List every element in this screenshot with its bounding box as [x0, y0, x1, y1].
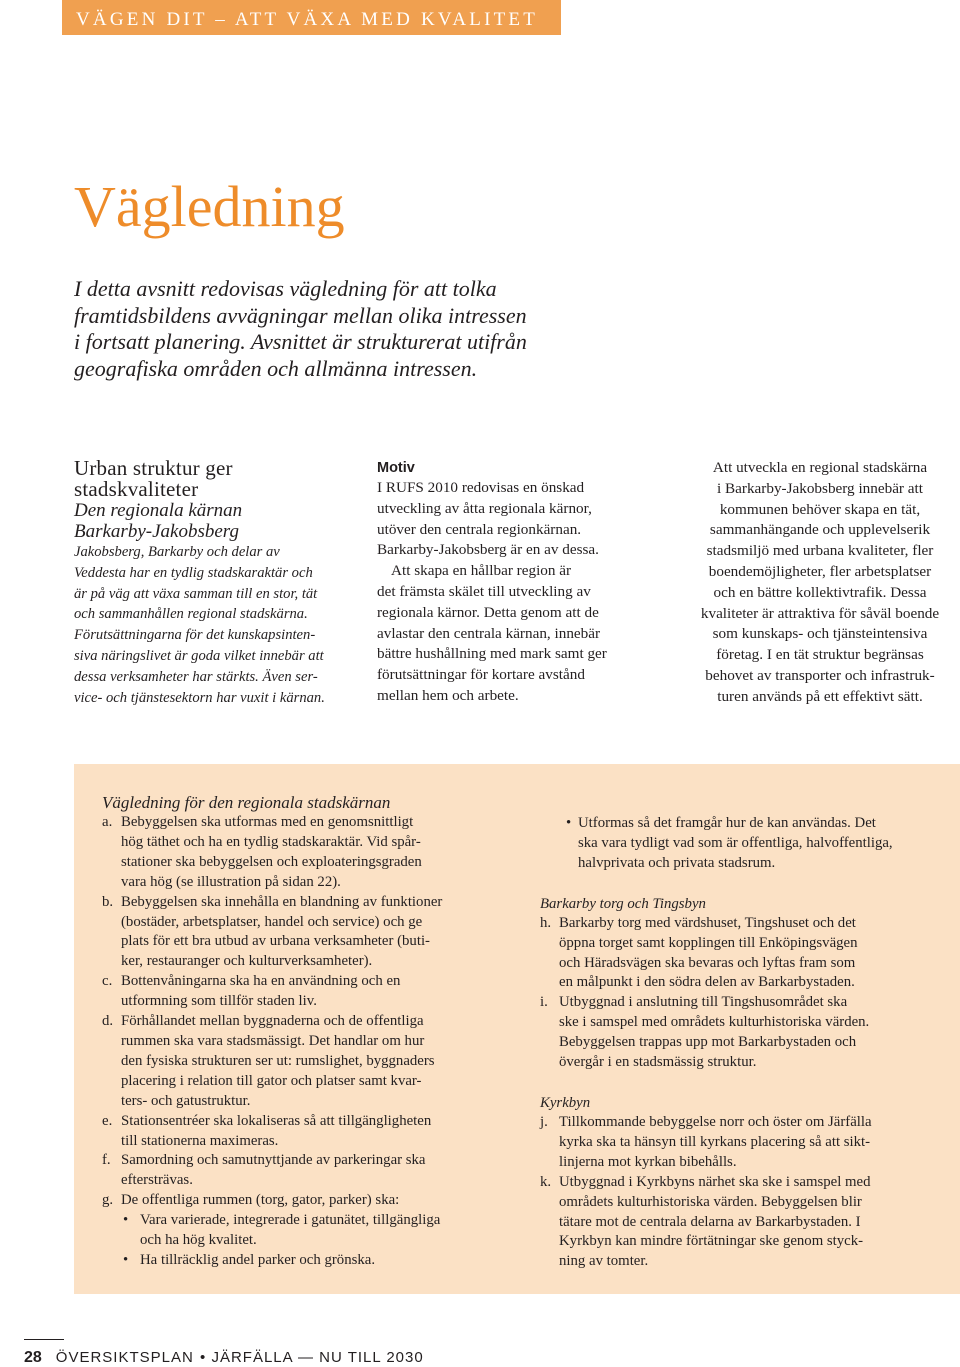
item-line: vara hög (se illustration på sidan 22).: [121, 873, 341, 890]
item-line: ning av tomter.: [559, 1253, 649, 1270]
item-label: h.: [540, 914, 552, 931]
bullet-line: och ha hög kvalitet.: [140, 1232, 257, 1249]
intro-line: framtidsbildens avvägningar mellan olika intressen: [74, 302, 527, 328]
item-line: Samordning och samutnyttjande av parkeringar ska: [121, 1152, 426, 1169]
item-line: Kyrkbyn kan mindre förtätningar ske genom styck-: [559, 1233, 864, 1250]
body-line: turen används på ett effektivt sätt.: [717, 687, 923, 705]
body-line: utveckling av åtta regionala kärnor,: [377, 499, 592, 517]
item-line: Bottenvåningarna ska ha en användning och en: [121, 973, 401, 990]
body-line: Veddesta har en tydlig stadskaraktär och: [74, 564, 313, 581]
section-banner-text: VÄGEN DIT – ATT VÄXA MED KVALITET: [76, 9, 539, 30]
body-line: som kunskaps- och tjänsteintensiva: [712, 625, 928, 643]
body-line: siva näringslivet är goda vilket innebär att: [74, 647, 324, 664]
item-line: Bebyggelsen trappas upp mot Barkarbystaden och: [559, 1034, 857, 1051]
item-line: den fysiska strukturen ser ut: rumslighet, byggnaders: [121, 1052, 435, 1069]
column-motiv: [377, 458, 657, 707]
body-line: utöver den centrala regionkärnan.: [377, 520, 582, 538]
body-line: dessa verksamheter har stärkts. Även ser-: [74, 668, 318, 685]
body-line: Förutsättningarna för det kunskapsinten-: [74, 627, 316, 644]
bullet-item: [102, 1251, 522, 1271]
page-footer: [24, 1349, 424, 1367]
item-label: b.: [102, 893, 114, 910]
item-line: Utbyggnad i Kyrkbyns närhet ska ske i samspel med: [559, 1173, 871, 1190]
item-line: rummen ska vara stadsmässigt. Det handlar om hur: [121, 1032, 425, 1049]
guidance-item-d: [102, 1012, 522, 1112]
guidance-item-k: [540, 1173, 940, 1273]
item-label: a.: [102, 814, 113, 830]
item-line: till stationerna maximeras.: [121, 1132, 279, 1149]
guidance-item-i: [540, 993, 940, 1073]
body-line: sammanhängande och upplevelserik: [709, 521, 931, 539]
body-line: i Barkarby-Jakobsberg innebär att: [717, 479, 923, 497]
section-subheading: [74, 500, 364, 542]
bullet-line: Utformas så det framgår hur de kan användas. Det: [578, 815, 876, 831]
body-line: avlastar den centrala kärnan, innebär: [377, 624, 601, 642]
item-line: och Häradsvägen ska bevaras och lyftas fram som: [559, 954, 856, 971]
guidance-item-j: [540, 1113, 940, 1173]
kyrkbyn-heading: Kyrkbyn: [540, 1094, 591, 1111]
section-heading: [74, 458, 364, 500]
item-label: d.: [102, 1013, 114, 1030]
guidance-item-a: [102, 813, 522, 893]
body-line: kommunen behöver skapa en tät,: [719, 500, 921, 518]
bullet-item: [102, 1211, 522, 1251]
item-line: Stationsentréer ska lokaliseras så att tillgängligheten: [121, 1112, 432, 1129]
publication-subtitle: JÄRFÄLLA — NU TILL 2030: [211, 1349, 424, 1366]
intro-line: I detta avsnitt redovisas vägledning för att tolka: [74, 276, 497, 301]
body-line: vice- och tjänstesektorn har vuxit i kärnan.: [74, 689, 325, 706]
item-line: öppna torget samt kopplingen till Enköpingsvägen: [559, 934, 858, 951]
item-line: ker, restauranger och kulturverksamheter).: [121, 953, 373, 970]
item-line: stationer ska bebyggelsen och exploateringsgraden: [121, 853, 422, 870]
item-label: c.: [102, 973, 113, 990]
body-line: Jakobsberg, Barkarby och delar av: [74, 544, 280, 560]
body-line: mellan hem och arbete.: [377, 686, 519, 704]
guidance-right-column: [540, 814, 940, 1272]
item-line: plats för ett bra utbud av urbana verksamheter (buti-: [121, 933, 430, 950]
intro-paragraph: [74, 276, 654, 382]
body-line: Att utveckla en regional stadskärna: [712, 459, 928, 476]
item-line: linjerna mot kyrkan bibehålls.: [559, 1153, 737, 1170]
section-banner: [62, 0, 561, 35]
intro-line: geografiska områden och allmänna intressen.: [74, 355, 478, 381]
item-line: eftersträvas.: [121, 1172, 193, 1189]
bullet-icon: •: [123, 1251, 129, 1268]
body-line: bättre hushållning med mark samt ger: [377, 645, 607, 663]
body-line: och sammanhållen regional stadskärna.: [74, 606, 308, 623]
body-line: Barkarby-Jakobsberg är en av dessa.: [377, 541, 599, 559]
body-line: stadsmiljö med urbana kvaliteter, fler: [706, 542, 934, 560]
body-line: Att skapa en hållbar region är: [391, 562, 572, 580]
body-line: är på väg att växa samman till en stor, tät: [74, 585, 318, 602]
item-line: hög täthet och ha en tydlig stadskaraktär. Vid spår-: [121, 833, 421, 850]
guidance-item-f: [102, 1151, 522, 1191]
guidance-heading: Vägledning för den regionala stadskärnan: [102, 793, 391, 812]
bullet-line: ska vara tydligt vad som är offentliga, halvoffentliga,: [578, 834, 893, 851]
item-line: kyrka ska ta hänsyn till kyrkans placering så att sikt-: [559, 1133, 871, 1150]
item-line: placering i relation till gator och platser samt kvar-: [121, 1072, 422, 1089]
body-line: det främsta skälet till utveckling av: [377, 582, 591, 600]
item-line: övergår i en stadsmässig struktur.: [559, 1054, 757, 1071]
footer-separator: •: [200, 1349, 206, 1366]
item-line: Barkarby torg med värdshuset, Tingshuset och det: [559, 914, 856, 931]
item-label: i.: [540, 994, 548, 1011]
item-line: en målpunkt i den södra delen av Barkarbystaden.: [559, 974, 855, 991]
body-line: förutsättningar för kortare avstånd: [377, 666, 585, 684]
body-line: kvaliteter är attraktiva för såväl boende: [700, 604, 940, 622]
bullet-line: halvprivata och privata stadsrum.: [578, 854, 776, 871]
footer-rule: [24, 1339, 64, 1340]
item-line: Bebyggelsen ska utformas med en genomsnittligt: [121, 814, 414, 830]
publication-name: ÖVERSIKTSPLAN: [55, 1349, 194, 1366]
body-line: behovet av transporter och infrastruk-: [705, 666, 935, 684]
body-line: regionala kärnor. Detta genom att de: [377, 603, 599, 621]
item-label: e.: [102, 1112, 113, 1129]
barkarby-heading: Barkarby torg och Tingsbyn: [540, 895, 706, 912]
body-line: boendemöjligheter, fler arbetsplatser: [708, 562, 932, 580]
bullet-line: Vara varierade, integrerade i gatunätet, tillgängliga: [140, 1212, 441, 1229]
page-number: 28: [24, 1349, 42, 1366]
section-subheading-line: Barkarby-Jakobsberg: [74, 521, 239, 542]
guidance-item-e: [102, 1112, 522, 1152]
guidance-item-c: [102, 972, 522, 1012]
item-line: Bebyggelsen ska innehålla en blandning av funktioner: [121, 893, 443, 910]
bullet-icon: •: [123, 1212, 129, 1229]
item-line: Tillkommande bebyggelse norr och öster om Järfälla: [559, 1113, 872, 1130]
bullet-line: Ha tillräcklig andel parker och grönska.: [140, 1251, 376, 1268]
section-heading-line: Urban struktur ger: [74, 456, 233, 480]
item-label: k.: [540, 1173, 552, 1190]
guidance-item-g: [102, 1191, 522, 1211]
item-line: områdets kulturhistoriska värden. Bebyggelsen blir: [559, 1193, 862, 1210]
guidance-box: [74, 764, 960, 1294]
item-line: ters- och gatustruktur.: [121, 1092, 251, 1109]
bullet-item: [540, 814, 940, 874]
body-line: och en bättre kollektivtrafik. Dessa: [713, 583, 927, 601]
item-line: (bostäder, arbetsplatser, handel och service) och ge: [121, 913, 423, 930]
body-line: I RUFS 2010 redovisas en önskad: [377, 479, 585, 496]
item-line: utformning som tillför staden liv.: [121, 993, 317, 1010]
column-urban-structure: [74, 458, 364, 708]
guidance-item-h: [540, 914, 940, 994]
body-line: företag. I en tät struktur begränsas: [716, 646, 924, 664]
item-label: g.: [102, 1192, 114, 1209]
item-label: f.: [102, 1152, 111, 1169]
item-line: tätare mot de centrala delarna av Barkarbystaden. I: [559, 1213, 861, 1230]
section-heading-line: stadskvaliteter: [74, 477, 199, 501]
guidance-item-b: [102, 893, 522, 973]
column-regional-core: [680, 458, 960, 708]
motiv-heading: Motiv: [377, 460, 415, 476]
item-line: ske i samspel med områdets kulturhistoriska värden.: [559, 1014, 870, 1031]
item-label: j.: [540, 1113, 548, 1130]
item-line: Förhållandet mellan byggnaderna och de offentliga: [121, 1013, 424, 1030]
item-line: De offentliga rummen (torg, gator, parker) ska:: [121, 1192, 400, 1209]
section-subheading-line: Den regionala kärnan: [74, 500, 243, 521]
bullet-icon: •: [566, 815, 572, 831]
guidance-left-column: [102, 792, 522, 1271]
item-line: Utbyggnad i anslutning till Tingshusområdet ska: [559, 994, 848, 1011]
section-body: [74, 542, 364, 708]
intro-line: i fortsatt planering. Avsnittet är strukturerat utifrån: [74, 329, 527, 354]
page-title: Vägledning: [74, 174, 345, 239]
